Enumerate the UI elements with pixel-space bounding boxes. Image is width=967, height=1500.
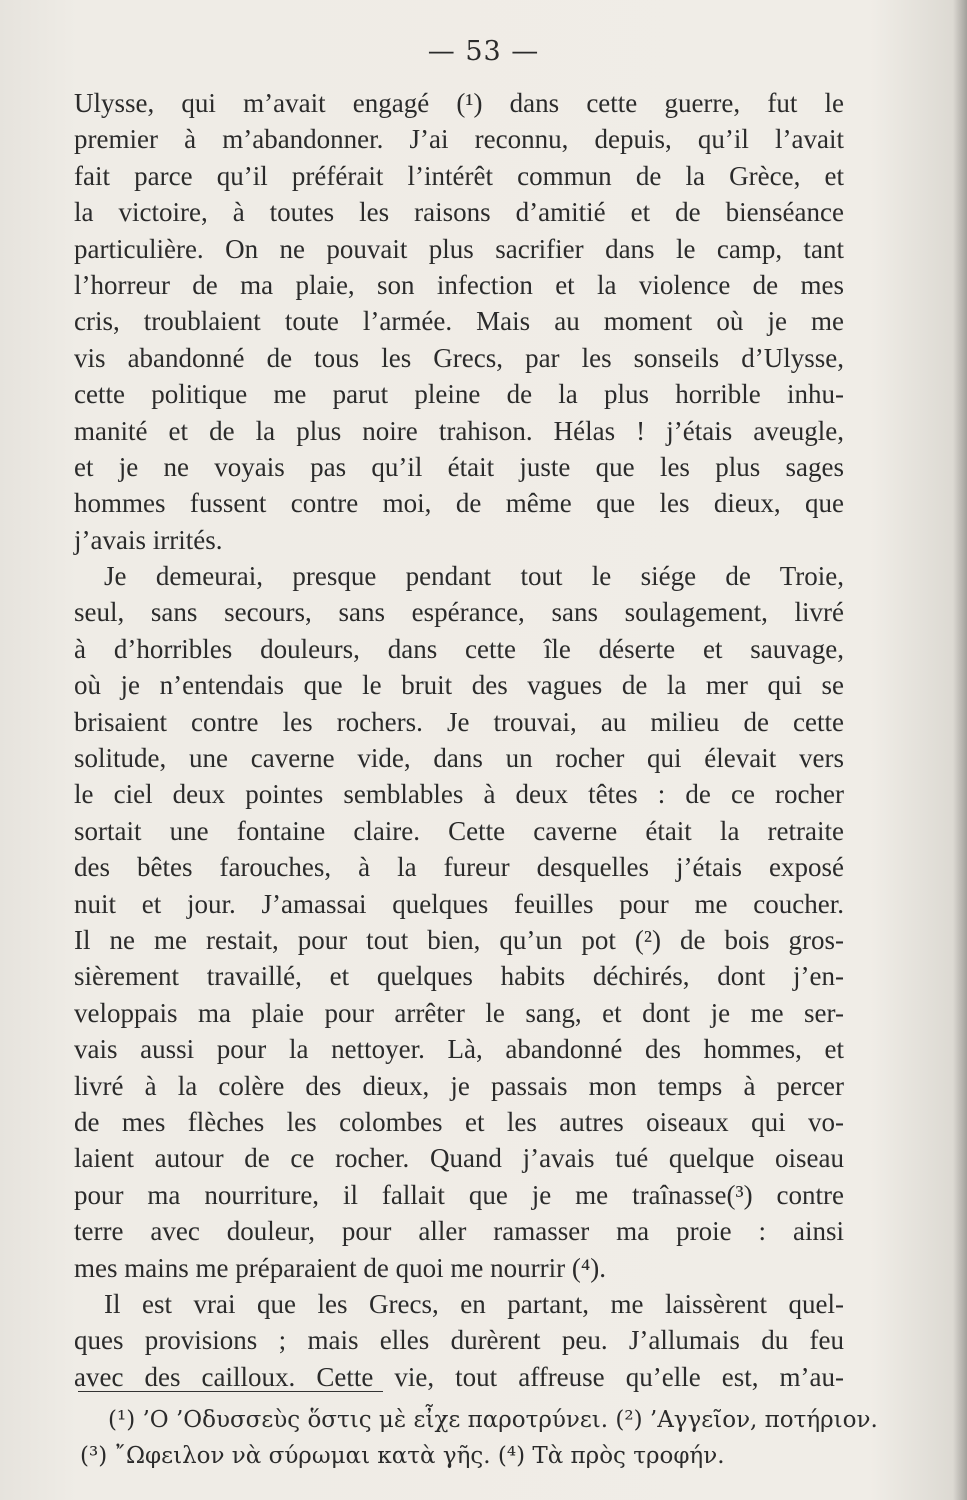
text-line: l’horreur de ma plaie, son infection et la violence de mes bbox=[74, 269, 844, 300]
page-number: — 53 — bbox=[427, 36, 540, 67]
text-line: sortait une fontaine claire. Cette caverne était la retraite bbox=[74, 815, 844, 846]
text-line: vais aussi pour la nettoyer. Là, abandonné des hommes, et bbox=[74, 1034, 844, 1065]
text-line: Je demeurai, presque pendant tout le siége de Troie, bbox=[104, 561, 844, 592]
text-line: mes mains me préparaient de quoi me nourrir (⁴). bbox=[74, 1252, 606, 1283]
text-line: Ulysse, qui m’avait engagé (¹) dans cette guerre, fut le bbox=[74, 88, 844, 118]
text-line: premier à m’abandonner. J’ai reconnu, depuis, qu’il l’avait bbox=[74, 124, 844, 155]
text-line: nuit et jour. J’amassai quelques feuilles pour me coucher. bbox=[74, 888, 844, 919]
text-line: Il ne me restait, pour tout bien, qu’un pot (²) de bois gros- bbox=[74, 924, 844, 955]
text-line: cette politique me parut pleine de la plus horrible inhu- bbox=[74, 379, 844, 410]
text-line: avec des cailloux. Cette vie, tout affreuse qu’elle est, m’au- bbox=[74, 1361, 844, 1392]
text-line: livré à la colère des dieux, je passais mon temps à percer bbox=[74, 1070, 844, 1101]
text-line: laient autour de ce rocher. Quand j’avais tué quelque oiseau bbox=[74, 1143, 844, 1174]
text-line: pour ma nourriture, il fallait que je me traînasse(³) contre bbox=[74, 1179, 844, 1210]
text-line: terre avec douleur, pour aller ramasser ma proie : ainsi bbox=[74, 1216, 844, 1247]
text-line: vis abandonné de tous les Grecs, par les sonseils d’Ulysse, bbox=[74, 342, 844, 373]
page-edge-shadow bbox=[953, 0, 967, 1500]
footnote-line: (³) ῎Ωφειλον νὰ σύρωμαι κατὰ γῆς. (⁴) Τὰ πρὸς τροφήν. bbox=[80, 1443, 725, 1469]
text-line: à d’horribles douleurs, dans cette île déserte et sauvage, bbox=[74, 633, 844, 664]
text-line: où je n’entendais que le bruit des vagues de la mer qui se bbox=[74, 670, 844, 701]
text-line: des bêtes farouches, à la fureur desquelles j’étais exposé bbox=[74, 852, 844, 883]
text-line: brisaient contre les rochers. Je trouvai, au milieu de cette bbox=[74, 706, 844, 737]
text-line: ques provisions ; mais elles durèrent peu. J’allumais du feu bbox=[74, 1325, 844, 1356]
footnote-line: (¹) ’Ο ’Οδυσσεὺς ὅστις μὲ εἶχε παροτρύνει. (²) ’Αγγεῖον, ποτήριον. bbox=[108, 1407, 878, 1433]
footnotes bbox=[80, 1402, 878, 1474]
footnote-separator bbox=[78, 1391, 383, 1392]
text-line: particulière. On ne pouvait plus sacrifier dans le camp, tant bbox=[74, 233, 844, 264]
text-line: manité et de la plus noire trahison. Hélas ! j’étais aveugle, bbox=[74, 415, 844, 446]
text-line: sièrement travaillé, et quelques habits déchirés, dont j’en- bbox=[74, 961, 844, 992]
text-line: seul, sans secours, sans espérance, sans soulagement, livré bbox=[74, 597, 844, 628]
text-line: Il est vrai que les Grecs, en partant, me laissèrent quel- bbox=[104, 1288, 844, 1319]
text-line: fait parce qu’il préférait l’intérêt commun de la Grèce, et bbox=[74, 160, 844, 191]
text-line: et je ne voyais pas qu’il était juste que les plus sages bbox=[74, 451, 844, 482]
text-line: j’avais irrités. bbox=[74, 524, 223, 555]
text-line: hommes fussent contre moi, de même que les dieux, que bbox=[74, 488, 844, 519]
body-text bbox=[74, 85, 844, 1395]
text-line: la victoire, à toutes les raisons d’amitié et de bienséance bbox=[74, 197, 844, 228]
text-line: solitude, une caverne vide, dans un rocher qui élevait vers bbox=[74, 743, 844, 774]
text-line: le ciel deux pointes semblables à deux têtes : de ce rocher bbox=[74, 779, 844, 810]
text-line: veloppais ma plaie pour arrêter le sang, et dont je me ser- bbox=[74, 997, 844, 1028]
text-line: de mes flèches les colombes et les autres oiseaux qui vo- bbox=[74, 1106, 844, 1137]
text-line: cris, troublaient toute l’armée. Mais au moment où je me bbox=[74, 306, 844, 337]
